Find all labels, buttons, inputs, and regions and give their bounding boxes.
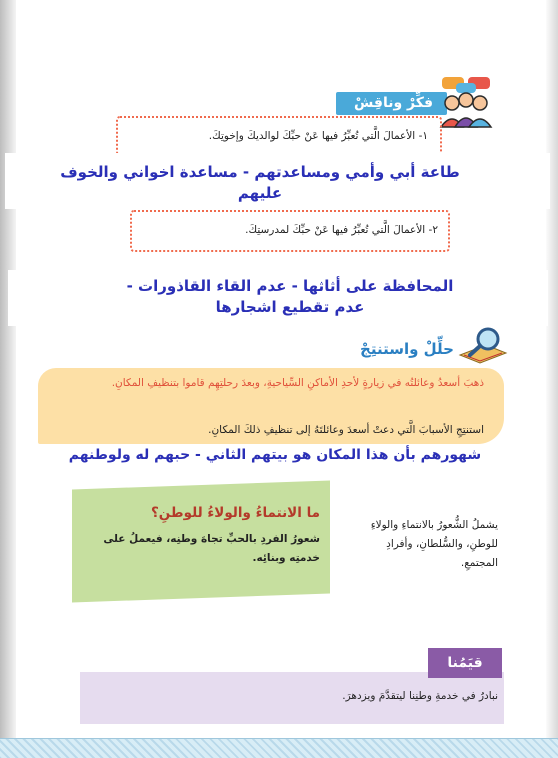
answer-2: المحافظة على أثاثها - عدم القاء القاذورات - عدم تقطيع اشجارها: [126, 277, 454, 316]
page-shadow-left: [0, 0, 16, 740]
question-1: ١- الأعمالَ الَّتي تُعبِّرُ فيها عَنْ حبِّكَ لوالديكَ وإخوتِكَ.: [208, 130, 428, 142]
values-title: قيَمُنا: [428, 648, 502, 678]
analyze-question: استنتِجِ الأسبابَ الَّتي دعتْ أسعدَ وعائلتَهُ إلى تنظيفِ ذلكَ المكانِ.: [208, 424, 484, 436]
answer-1: طاعة أبي وأمي ومساعدتهم - مساعدة اخواني والخوف عليهم: [60, 163, 460, 202]
discussion-group-icon: [438, 75, 494, 129]
analyze-title: حلِّلْ واستنتِجْ: [360, 340, 454, 358]
belonging-side-text: يشملُ الشُّعورُ بالانتماءِ والولاءِ للوطنِ، والسُّلطانِ، وأفرادِ المجتمعِ.: [370, 519, 498, 569]
question-2: ٢- الأعمالَ الَّتي تُعبِّرُ فيها عَنْ حبِّكَ لمدرستِكَ.: [245, 224, 438, 236]
page-shadow-right: [546, 0, 558, 740]
page-bottom-border: [0, 738, 558, 758]
values-text: نبادرُ في خدمةِ وطنِنا ليتقدَّمَ ويزدهرَ.: [342, 690, 498, 702]
analyze-answer: شهورهم بأن هذا المكان هو بيتهم الثاني - حبهم له ولوطنهم: [68, 447, 482, 463]
story-text: ذهبَ أسعدُ وعائلتُه في زيارةٍ لأحدِ الأماكنِ السِّياحيةِ، وبعدَ رحلتِهِم قاموا بتنظيفِ المكانِ.: [111, 377, 484, 389]
magnifier-book-icon: [458, 325, 508, 367]
think-discuss-title: فكِّرْ وناقِشْ: [336, 92, 447, 115]
belonging-title: ما الانتماءُ والولاءُ للوطنِ؟: [150, 505, 320, 521]
belonging-definition: شعورُ الفردِ بالحبِّ تجاهَ وطنِه، فيعملُ على خدمتِه وبنائِه.: [103, 533, 320, 564]
